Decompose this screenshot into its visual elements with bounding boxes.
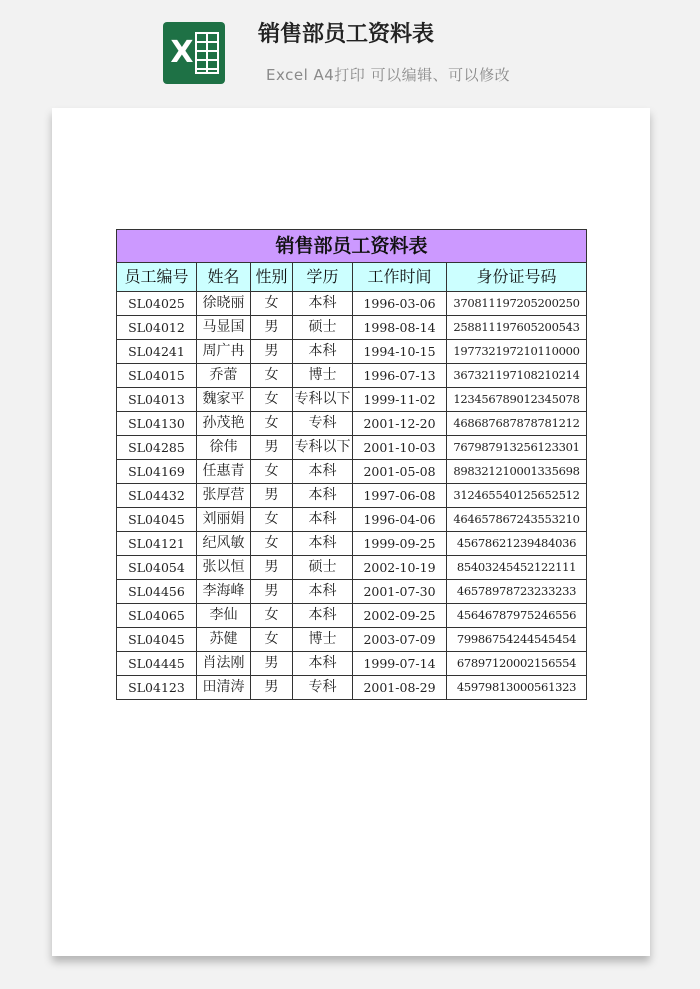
cell-employee-id[interactable]: SL04169 bbox=[117, 460, 197, 484]
cell-education[interactable]: 专科 bbox=[293, 412, 353, 436]
cell-gender[interactable]: 女 bbox=[251, 388, 293, 412]
cell-name[interactable]: 苏健 bbox=[197, 628, 251, 652]
cell-name[interactable]: 乔蕾 bbox=[197, 364, 251, 388]
cell-id-number[interactable]: 258811197605200543 bbox=[447, 316, 587, 340]
cell-start-date[interactable]: 2001-12-20 bbox=[353, 412, 447, 436]
table-body bbox=[117, 292, 587, 700]
cell-gender[interactable]: 男 bbox=[251, 316, 293, 340]
cell-employee-id[interactable]: SL04025 bbox=[117, 292, 197, 316]
cell-id-number[interactable]: 312465540125652512 bbox=[447, 484, 587, 508]
cell-start-date[interactable]: 2001-05-08 bbox=[353, 460, 447, 484]
column-header-name: 姓名 bbox=[197, 263, 251, 292]
table-row bbox=[117, 556, 587, 580]
cell-employee-id[interactable]: SL04445 bbox=[117, 652, 197, 676]
cell-education[interactable]: 专科以下 bbox=[293, 436, 353, 460]
cell-name[interactable]: 田清涛 bbox=[197, 676, 251, 700]
table-row bbox=[117, 436, 587, 460]
cell-education[interactable]: 本科 bbox=[293, 340, 353, 364]
cell-name[interactable]: 刘丽娟 bbox=[197, 508, 251, 532]
employee-table bbox=[116, 229, 587, 700]
cell-start-date[interactable]: 2001-10-03 bbox=[353, 436, 447, 460]
cell-start-date[interactable]: 1998-08-14 bbox=[353, 316, 447, 340]
cell-id-number[interactable]: 46578978723233233 bbox=[447, 580, 587, 604]
cell-id-number[interactable]: 123456789012345078 bbox=[447, 388, 587, 412]
column-header-start-date: 工作时间 bbox=[353, 263, 447, 292]
column-header-id-number: 身份证号码 bbox=[447, 263, 587, 292]
table-row bbox=[117, 340, 587, 364]
cell-gender[interactable]: 男 bbox=[251, 436, 293, 460]
cell-employee-id[interactable]: SL04054 bbox=[117, 556, 197, 580]
cell-education[interactable]: 硕士 bbox=[293, 556, 353, 580]
cell-employee-id[interactable]: SL04012 bbox=[117, 316, 197, 340]
cell-gender[interactable]: 女 bbox=[251, 508, 293, 532]
cell-education[interactable]: 专科 bbox=[293, 676, 353, 700]
table-row bbox=[117, 676, 587, 700]
cell-name[interactable]: 徐晓丽 bbox=[197, 292, 251, 316]
cell-start-date[interactable]: 2002-10-19 bbox=[353, 556, 447, 580]
cell-id-number[interactable]: 767987913256123301 bbox=[447, 436, 587, 460]
table-header-row bbox=[117, 263, 587, 292]
table-row bbox=[117, 316, 587, 340]
cell-education[interactable]: 本科 bbox=[293, 652, 353, 676]
cell-employee-id[interactable]: SL04045 bbox=[117, 508, 197, 532]
cell-name[interactable]: 徐伟 bbox=[197, 436, 251, 460]
cell-education[interactable]: 本科 bbox=[293, 484, 353, 508]
cell-education[interactable]: 本科 bbox=[293, 604, 353, 628]
cell-name[interactable]: 李海峰 bbox=[197, 580, 251, 604]
cell-id-number[interactable]: 898321210001335698 bbox=[447, 460, 587, 484]
cell-id-number[interactable]: 45678621239484036 bbox=[447, 532, 587, 556]
cell-education[interactable]: 专科以下 bbox=[293, 388, 353, 412]
cell-name[interactable]: 周广冉 bbox=[197, 340, 251, 364]
cell-name[interactable]: 任惠青 bbox=[197, 460, 251, 484]
table-row bbox=[117, 388, 587, 412]
cell-start-date[interactable]: 1996-04-06 bbox=[353, 508, 447, 532]
cell-employee-id[interactable]: SL04241 bbox=[117, 340, 197, 364]
excel-logo-letter: X bbox=[170, 35, 194, 70]
cell-start-date[interactable]: 1996-03-06 bbox=[353, 292, 447, 316]
table-row bbox=[117, 652, 587, 676]
cell-gender[interactable]: 女 bbox=[251, 412, 293, 436]
cell-employee-id[interactable]: SL04065 bbox=[117, 604, 197, 628]
cell-employee-id[interactable]: SL04285 bbox=[117, 436, 197, 460]
cell-employee-id[interactable]: SL04045 bbox=[117, 628, 197, 652]
column-header-education: 学历 bbox=[293, 263, 353, 292]
cell-id-number[interactable]: 370811197205200250 bbox=[447, 292, 587, 316]
table-row bbox=[117, 412, 587, 436]
table-row bbox=[117, 580, 587, 604]
table-row bbox=[117, 484, 587, 508]
cell-name[interactable]: 魏家平 bbox=[197, 388, 251, 412]
cell-education[interactable]: 博士 bbox=[293, 628, 353, 652]
cell-start-date[interactable]: 1997-06-08 bbox=[353, 484, 447, 508]
cell-employee-id[interactable]: SL04013 bbox=[117, 388, 197, 412]
cell-name[interactable]: 肖法刚 bbox=[197, 652, 251, 676]
table-title-row bbox=[117, 230, 587, 263]
excel-grid-icon bbox=[195, 32, 219, 74]
cell-start-date[interactable]: 1999-07-14 bbox=[353, 652, 447, 676]
cell-gender[interactable]: 女 bbox=[251, 628, 293, 652]
cell-name[interactable]: 马显国 bbox=[197, 316, 251, 340]
cell-education[interactable]: 本科 bbox=[293, 460, 353, 484]
cell-gender[interactable]: 女 bbox=[251, 532, 293, 556]
header bbox=[0, 0, 700, 100]
cell-education[interactable]: 本科 bbox=[293, 292, 353, 316]
cell-id-number[interactable]: 85403245452122111 bbox=[447, 556, 587, 580]
table-row bbox=[117, 460, 587, 484]
cell-education[interactable]: 本科 bbox=[293, 580, 353, 604]
cell-start-date[interactable]: 1994-10-15 bbox=[353, 340, 447, 364]
cell-name[interactable]: 张厚营 bbox=[197, 484, 251, 508]
table-row bbox=[117, 532, 587, 556]
cell-gender[interactable]: 男 bbox=[251, 652, 293, 676]
cell-start-date[interactable]: 2003-07-09 bbox=[353, 628, 447, 652]
cell-id-number[interactable]: 79986754244545454 bbox=[447, 628, 587, 652]
cell-start-date[interactable]: 2002-09-25 bbox=[353, 604, 447, 628]
cell-gender[interactable]: 女 bbox=[251, 460, 293, 484]
table-row bbox=[117, 292, 587, 316]
cell-start-date[interactable]: 1996-07-13 bbox=[353, 364, 447, 388]
cell-name[interactable]: 张以恒 bbox=[197, 556, 251, 580]
cell-gender[interactable]: 男 bbox=[251, 676, 293, 700]
cell-education[interactable]: 本科 bbox=[293, 508, 353, 532]
cell-employee-id[interactable]: SL04123 bbox=[117, 676, 197, 700]
cell-id-number[interactable]: 67897120002156554 bbox=[447, 652, 587, 676]
cell-name[interactable]: 纪风敏 bbox=[197, 532, 251, 556]
cell-gender[interactable]: 男 bbox=[251, 340, 293, 364]
cell-gender[interactable]: 男 bbox=[251, 484, 293, 508]
cell-start-date[interactable]: 2001-08-29 bbox=[353, 676, 447, 700]
cell-employee-id[interactable]: SL04015 bbox=[117, 364, 197, 388]
cell-id-number[interactable]: 468687687878781212 bbox=[447, 412, 587, 436]
cell-gender[interactable]: 女 bbox=[251, 604, 293, 628]
cell-gender[interactable]: 女 bbox=[251, 292, 293, 316]
cell-gender[interactable]: 男 bbox=[251, 580, 293, 604]
table-row bbox=[117, 364, 587, 388]
cell-gender[interactable]: 男 bbox=[251, 556, 293, 580]
cell-employee-id[interactable]: SL04121 bbox=[117, 532, 197, 556]
table-row bbox=[117, 628, 587, 652]
cell-id-number[interactable]: 45979813000561323 bbox=[447, 676, 587, 700]
cell-id-number[interactable]: 197732197210110000 bbox=[447, 340, 587, 364]
cell-name[interactable]: 孙茂艳 bbox=[197, 412, 251, 436]
column-header-gender: 性别 bbox=[251, 263, 293, 292]
cell-id-number[interactable]: 367321197108210214 bbox=[447, 364, 587, 388]
cell-id-number[interactable]: 45646787975246556 bbox=[447, 604, 587, 628]
cell-id-number[interactable]: 464657867243553210 bbox=[447, 508, 587, 532]
table-title: 销售部员工资料表 bbox=[117, 230, 587, 263]
cell-education[interactable]: 博士 bbox=[293, 364, 353, 388]
cell-name[interactable]: 李仙 bbox=[197, 604, 251, 628]
cell-employee-id[interactable]: SL04432 bbox=[117, 484, 197, 508]
cell-education[interactable]: 本科 bbox=[293, 532, 353, 556]
cell-start-date[interactable]: 1999-11-02 bbox=[353, 388, 447, 412]
document-title: 销售部员工资料表 bbox=[258, 22, 435, 47]
cell-start-date[interactable]: 2001-07-30 bbox=[353, 580, 447, 604]
excel-logo-icon bbox=[163, 22, 225, 84]
cell-education[interactable]: 硕士 bbox=[293, 316, 353, 340]
table-row bbox=[117, 508, 587, 532]
cell-employee-id[interactable]: SL04456 bbox=[117, 580, 197, 604]
column-header-employee-id: 员工编号 bbox=[117, 263, 197, 292]
table-row bbox=[117, 604, 587, 628]
cell-gender[interactable]: 女 bbox=[251, 364, 293, 388]
document-subtitle: Excel A4打印 可以编辑、可以修改 bbox=[266, 66, 511, 84]
cell-start-date[interactable]: 1999-09-25 bbox=[353, 532, 447, 556]
spreadsheet-page bbox=[52, 108, 650, 956]
cell-employee-id[interactable]: SL04130 bbox=[117, 412, 197, 436]
